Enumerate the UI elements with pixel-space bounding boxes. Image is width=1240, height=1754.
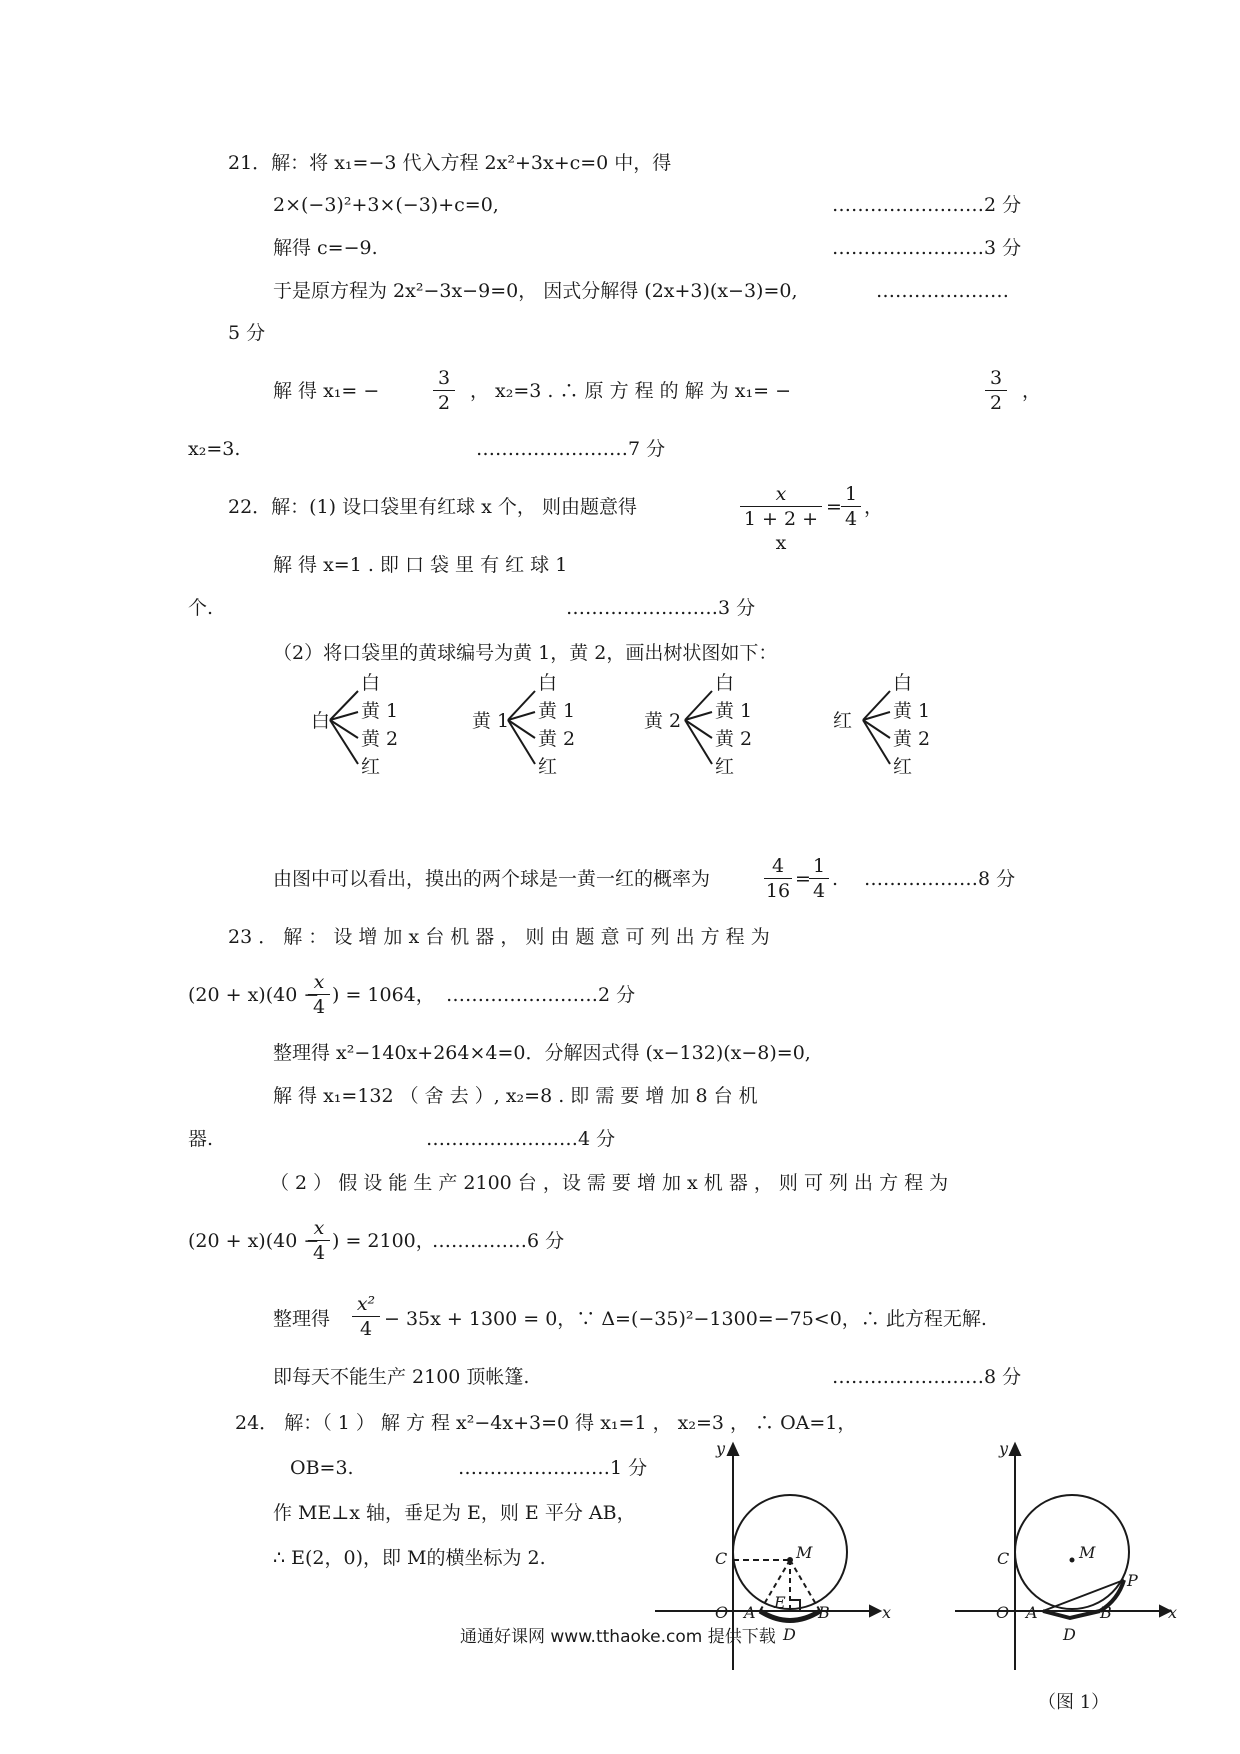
tree1-leaf-1: 白 [361, 672, 381, 694]
q22-prob-end: . [832, 868, 839, 890]
q21-line6c: ， [1022, 380, 1042, 402]
tree3-leaf-3: 黄 2 [715, 728, 753, 750]
q21-frac2-num: 3 [985, 366, 1007, 391]
q23-line8a: 整理得 [273, 1308, 331, 1330]
q23-line1: 23 ． 解 ： 设 增 加 x 台 机 器 ， 则 由 题 意 可 列 出 方 程 为 [228, 926, 770, 948]
q23-line5: 器. [188, 1128, 214, 1150]
q23-line7a: (20 + x)(40 − [188, 1230, 320, 1252]
fig1-x-label: x [882, 1603, 892, 1622]
q22-prob2-den: 4 [812, 880, 826, 902]
tree3-leaf-1: 白 [715, 672, 735, 694]
q21-line6b: ， x₂=3 . ∴ 原 方 程 的 解 为 x₁= − [470, 380, 791, 402]
q23-line6: （ 2 ） 假 设 能 生 产 2100 台 ，设 需 要 增 加 x 机 器 ， 则 可 列 出 方 程 为 [270, 1172, 949, 1194]
q22-prob-eq: = [795, 868, 811, 890]
q22-frac-num: x [740, 482, 822, 507]
q21-line5: 5 分 [228, 322, 266, 344]
q23-f3-num: x² [352, 1292, 380, 1317]
tree2-leaf-3: 黄 2 [538, 728, 576, 750]
q21-line3: 解得 c=−9. [273, 237, 378, 259]
q23-line7b: ) = 2100， [332, 1230, 435, 1252]
q22-line2: 解 得 x=1 . 即 口 袋 里 有 红 球 1 [273, 554, 568, 576]
tree1-leaf-2: 黄 1 [361, 700, 399, 722]
fig2-x-label: x [1168, 1603, 1178, 1622]
tree1-leaf-4: 红 [361, 756, 381, 778]
fig2-P-label: P [1127, 1571, 1138, 1590]
q21-score-2: ……………………2 分 [832, 194, 1022, 216]
tree1-leaf-3: 黄 2 [361, 728, 399, 750]
footer-source: 通通好课网 www.tthaoke.com 提供下载 [460, 1627, 776, 1647]
q22-prob-num: 4 [764, 854, 792, 879]
q23-line4: 解 得 x₁=132 （ 舍 去 ）, x₂=8 . 即 需 要 增 加 8 台 机 [273, 1085, 758, 1107]
q22-score-3: ……………………3 分 [566, 597, 756, 619]
fig1-y-label: y [716, 1439, 726, 1458]
q21-line4: 于是原方程为 2x²−3x−9=0， 因式分解得 (2x+3)(x−3)=0, [273, 280, 798, 302]
q23-f3-den: 4 [359, 1318, 373, 1340]
q24-score-1: ……………………1 分 [458, 1457, 648, 1479]
q23-f1-num: x [308, 970, 330, 995]
fig2-C-label: C [997, 1549, 1010, 1568]
q21-line2: 2×(−3)²+3×(−3)+c=0, [273, 194, 499, 216]
q24-line1: 24． 解：（ 1 ） 解 方 程 x²−4x+3=0 得 x₁=1 ， x₂=3 ， ∴ OA=1， [235, 1412, 857, 1434]
q22-eq: = [826, 496, 842, 518]
q21-line7: x₂=3. [188, 438, 241, 460]
q21-line1: 21．解：将 x₁=−3 代入方程 2x²+3x+c=0 中，得 [228, 152, 672, 174]
q22-comma: ， [864, 496, 884, 518]
q23-line2a: (20 + x)(40 − [188, 984, 320, 1006]
q23-line2b: ) = 1064， [332, 984, 435, 1006]
q21-frac1-num: 3 [433, 366, 455, 391]
q21-score-7: ……………………7 分 [476, 438, 666, 460]
fig2-O-label: O [996, 1603, 1010, 1622]
q22-score-8: ………………8 分 [864, 868, 1016, 890]
q22-line1: 22．解：(1) 设口袋里有红球 x 个， 则由题意得 [228, 496, 637, 518]
q22-line5: 由图中可以看出，摸出的两个球是一黄一红的概率为 [273, 868, 711, 890]
q23-line8b: − 35x + 1300 = 0，∵ Δ=(−35)²−1300=−75<0，∴ 此方程无解. [384, 1308, 987, 1330]
q22-line3: 个. [188, 597, 214, 619]
q24-line2: OB=3. [290, 1457, 354, 1479]
fig1-B-label: B [818, 1603, 830, 1622]
tree4-leaf-2: 黄 1 [893, 700, 931, 722]
tree2-leaf-2: 黄 1 [538, 700, 576, 722]
tree4-leaf-1: 白 [893, 672, 913, 694]
q23-line9: 即每天不能生产 2100 顶帐篷. [273, 1366, 530, 1388]
q22-frac2-num: 1 [841, 482, 861, 507]
q21-frac1-den: 2 [437, 392, 451, 414]
tree3-leaf-2: 黄 1 [715, 700, 753, 722]
q21-score-3: ……………………3 分 [832, 237, 1022, 259]
fig2-y-label: y [999, 1439, 1009, 1458]
fig2-A-label: A [1026, 1603, 1038, 1622]
tree4-leaf-4: 红 [893, 756, 913, 778]
fig1-M-label: M [796, 1543, 813, 1562]
q21-score-dots: ………………… [876, 280, 1009, 302]
fig1-E-label: E [774, 1593, 786, 1612]
figure-caption: （图 1） [1038, 1692, 1110, 1713]
fig2-B-label: B [1100, 1603, 1112, 1622]
tree2-leaf-4: 红 [538, 756, 558, 778]
q22-line4: （2）将口袋里的黄球编号为黄 1，黄 2，画出树状图如下： [273, 642, 778, 664]
tree3-root: 黄 2 [644, 710, 682, 732]
tree2-root: 黄 1 [472, 710, 510, 732]
q22-prob-den: 16 [765, 880, 791, 902]
fig2-D-label: D [1063, 1625, 1076, 1644]
q23-f2-num: x [308, 1216, 330, 1241]
q21-frac2-den: 2 [989, 392, 1003, 414]
q24-line3: 作 ME⊥x 轴，垂足为 E，则 E 平分 AB， [273, 1502, 636, 1524]
q23-score-6: ……………6 分 [432, 1230, 565, 1252]
fig1-C-label: C [715, 1549, 728, 1568]
tree1-root: 白 [311, 710, 331, 732]
q22-prob2-num: 1 [809, 854, 829, 879]
tree4-root: 红 [833, 710, 853, 732]
tree2-leaf-1: 白 [538, 672, 558, 694]
q23-line3: 整理得 x²−140x+264×4=0．分解因式得 (x−132)(x−8)=0, [273, 1042, 811, 1064]
q24-line4: ∴ E(2，0)，即 M的横坐标为 2. [273, 1547, 546, 1569]
tree4-leaf-3: 黄 2 [893, 728, 931, 750]
fig2-M-label: M [1079, 1543, 1096, 1562]
q23-score-2: ……………………2 分 [446, 984, 636, 1006]
q23-score-4: ……………………4 分 [426, 1128, 616, 1150]
q23-f2-den: 4 [312, 1242, 326, 1264]
q23-f1-den: 4 [312, 996, 326, 1018]
tree3-leaf-4: 红 [715, 756, 735, 778]
fig1-D-label: D [783, 1625, 796, 1644]
q22-frac-den: 1 + 2 + x [743, 508, 819, 554]
fig1-O-label: O [715, 1603, 729, 1622]
q22-frac2-den: 4 [844, 508, 858, 530]
q23-score-8: ……………………8 分 [832, 1366, 1022, 1388]
fig1-A-label: A [744, 1603, 756, 1622]
q21-line6a: 解 得 x₁= − [273, 380, 380, 402]
